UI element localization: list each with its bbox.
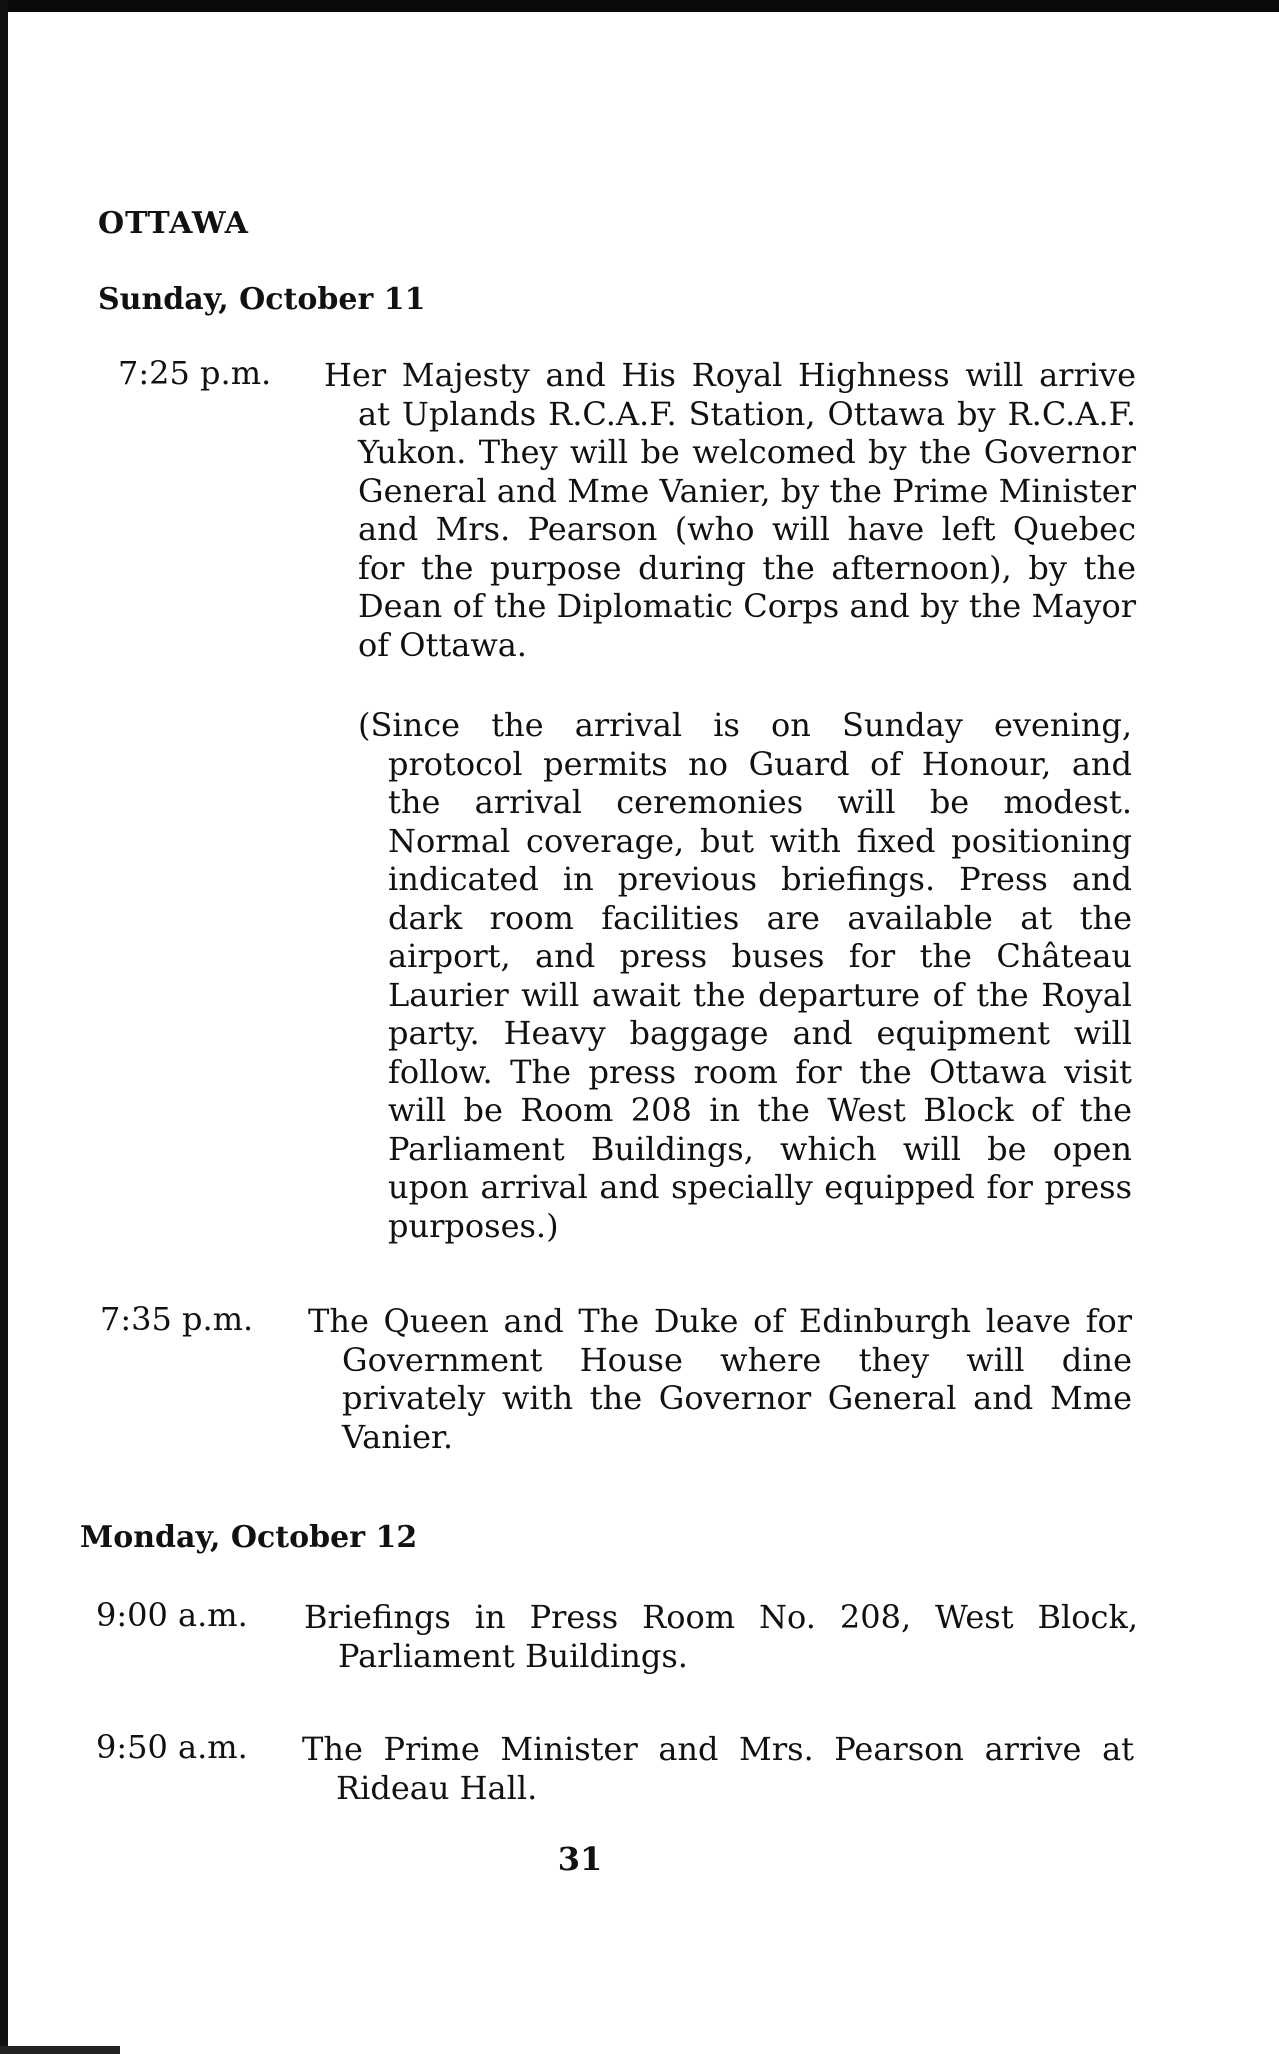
day-heading-monday: Monday, October 12 — [80, 1520, 418, 1555]
entry-text: Briefings in Press Room No. 208, West Block, Parliament Buildings. — [304, 1598, 1138, 1675]
entry-text: The Queen and The Duke of Edinburgh leave for Government House where they will dine privately with the Governor General and Mme Vanier. — [308, 1302, 1132, 1456]
entry-text: The Prime Minister and Mrs. Pearson arrive at Rideau Hall. — [302, 1730, 1134, 1807]
entry-time: 9:00 a.m. — [96, 1596, 248, 1634]
day-heading-sunday: Sunday, October 11 — [98, 282, 426, 317]
entry-text: Her Majesty and His Royal Highness will arrive at Uplands R.C.A.F. Station, Ottawa by R.C.A.F. Yukon. They will be welcomed by the Governor General and Mme Vanier, by the Prime Minister and Mrs. Pearson (who will have left Quebec for the purpose during the afternoon), by the Dean of the Diplomatic Corps and by the Mayor of Ottawa. — [324, 356, 1136, 664]
city-heading: OTTAWA — [98, 206, 249, 241]
entry-time: 9:50 a.m. — [96, 1728, 248, 1766]
entry-note: (Since the arrival is on Sunday evening, protocol permits no Guard of Honour, and the arrival ceremonies will be modest. Normal coverage, but with fixed positioning indicated in previous briefings. Press and dark room facilities are available at the airport, and press buses for the Château Laurier will await the departure of the Royal party. Heavy baggage and equipment will follow. The press room for the Ottawa visit will be Room 208 in the West Block of the Parliament Buildings, which will be open upon arrival and specially equipped for press purposes.) — [358, 706, 1132, 1245]
entry-time: 7:25 p.m. — [118, 354, 272, 392]
entry-time: 7:35 p.m. — [100, 1300, 254, 1338]
page-number: 31 — [557, 1840, 603, 1878]
